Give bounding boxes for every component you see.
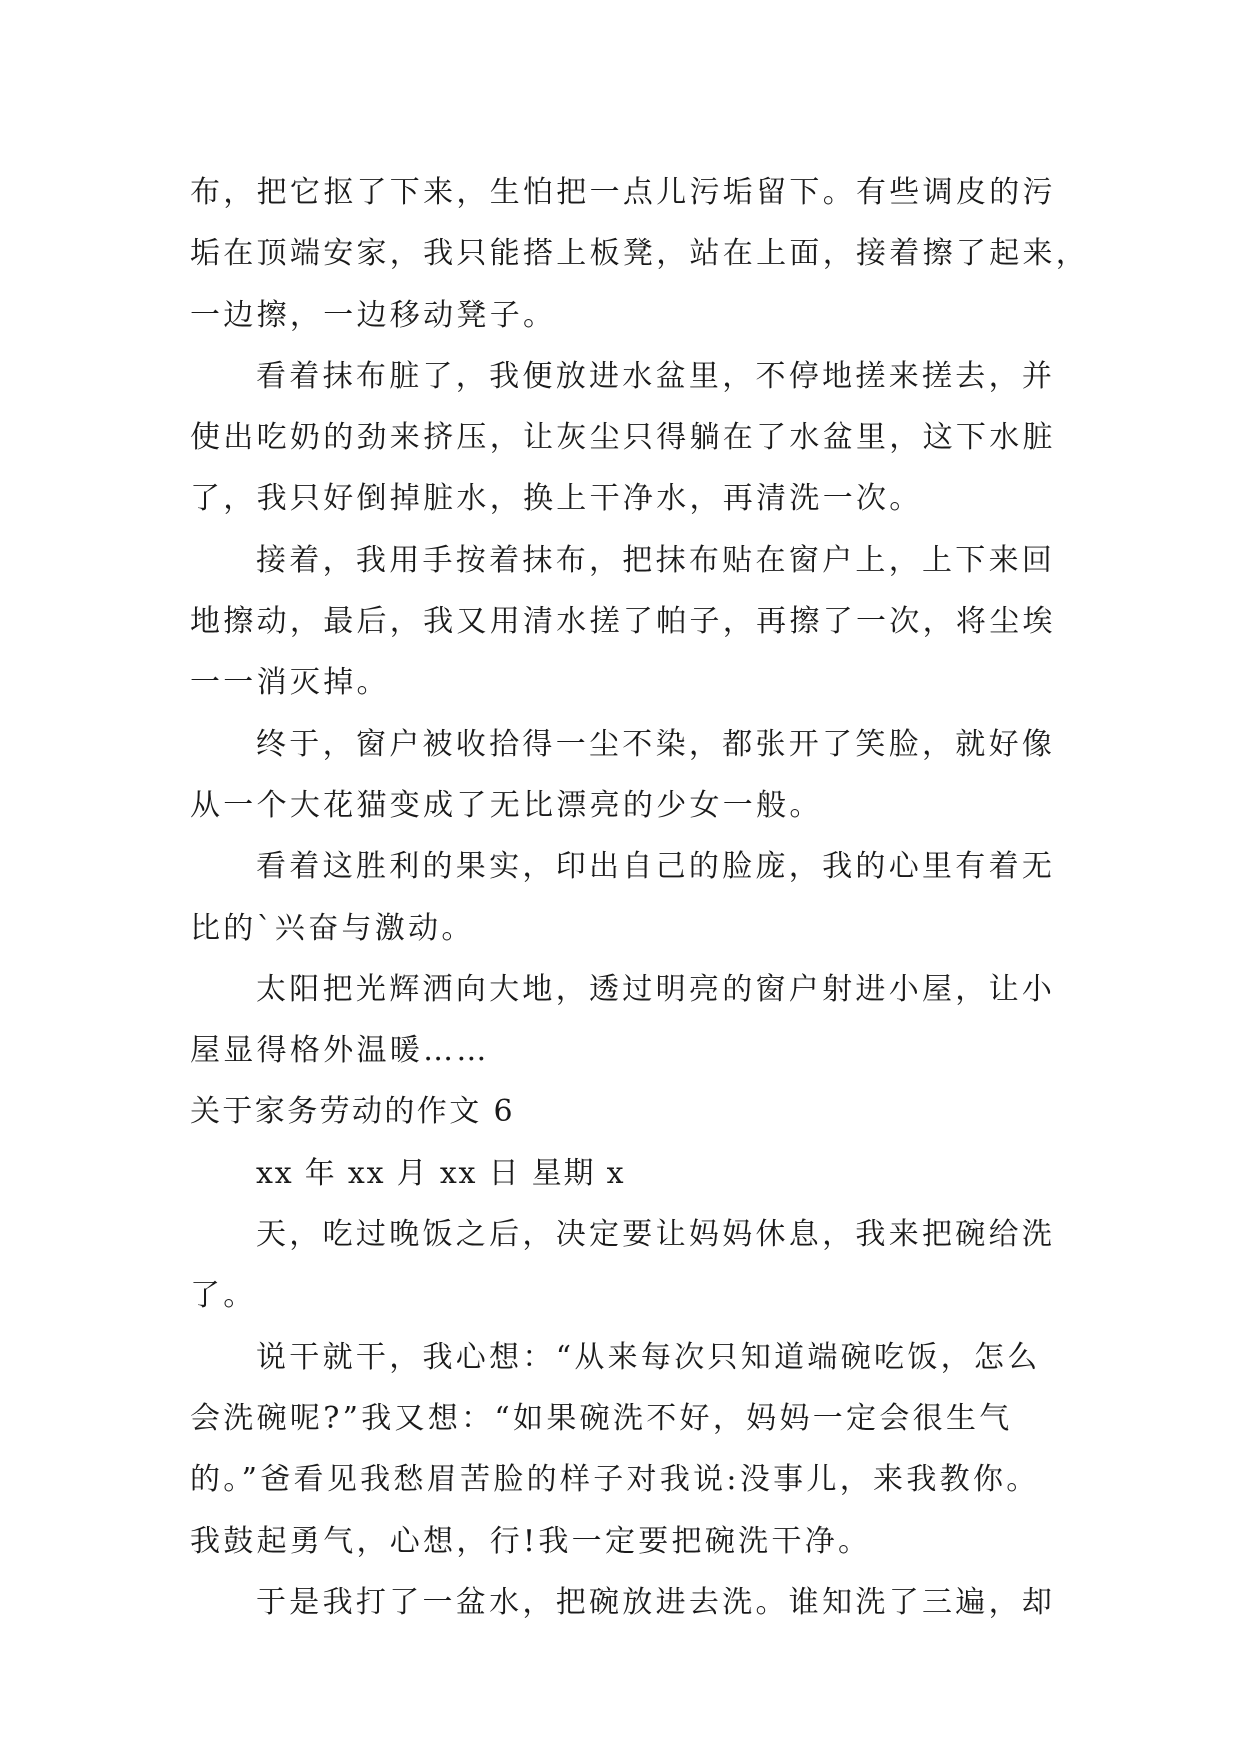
text-line: 使出吃奶的劲来挤压，让灰尘只得躺在了水盆里，这下水脏 (190, 420, 1056, 456)
text-line: 的。”爸看见我愁眉苦脸的样子对我说:没事儿，来我教你。 (190, 1462, 1040, 1498)
paragraph-start-line: 说干就干，我心想：“从来每次只知道端碗吃饭，怎么 (256, 1339, 1041, 1375)
paragraph-start-line: 接着，我用手按着抹布，把抹布贴在窗户上，上下来回 (256, 542, 1056, 578)
text-line: 一一消灭掉。 (190, 665, 390, 701)
paragraph-start-line: 太阳把光辉洒向大地，透过明亮的窗户射进小屋，让小 (256, 971, 1056, 1007)
text-line: 地擦动，最后，我又用清水搓了帕子，再擦了一次，将尘埃 (190, 604, 1056, 640)
text-line: 垢在顶端安家，我只能搭上板凳，站在上面，接着擦了起来， (190, 236, 1090, 272)
text-line: 从一个大花猫变成了无比漂亮的少女一般。 (190, 787, 823, 823)
text-line: 屋显得格外温暖…… (190, 1033, 490, 1069)
text-line: 布，把它抠了下来，生怕把一点儿污垢留下。有些调皮的污 (190, 175, 1056, 210)
text-line: 会洗碗呢?”我又想：“如果碗洗不好，妈妈一定会很生气 (190, 1400, 1013, 1436)
paragraph-start-line: 终于，窗户被收拾得一尘不染，都张开了笑脸，就好像 (256, 726, 1056, 762)
text-line: 了，我只好倒掉脏水，换上干净水，再清洗一次。 (190, 481, 923, 517)
paragraph-start-line: 天，吃过晚饭之后，决定要让妈妈休息，我来把碗给洗 (256, 1217, 1056, 1253)
text-line: 比的`兴奋与激动。 (190, 910, 475, 946)
text-line: 一边擦，一边移动凳子。 (190, 297, 557, 333)
essay-heading: 关于家务劳动的作文 6 (190, 1094, 516, 1130)
paragraph-start-line: 看着抹布脏了，我便放进水盆里，不停地搓来搓去，并 (256, 358, 1056, 394)
paragraph-start-line: 于是我打了一盆水，把碗放进去洗。谁知洗了三遍，却 (256, 1584, 1056, 1620)
diary-date-line: xx 年 xx 月 xx 日 星期 x (256, 1155, 626, 1191)
text-line: 我鼓起勇气，心想，行!我一定要把碗洗干净。 (190, 1523, 872, 1559)
document-body (190, 162, 1090, 1633)
text-line: 了。 (190, 1278, 257, 1314)
paragraph-start-line: 看着这胜利的果实，印出自己的脸庞，我的心里有着无 (256, 849, 1056, 885)
